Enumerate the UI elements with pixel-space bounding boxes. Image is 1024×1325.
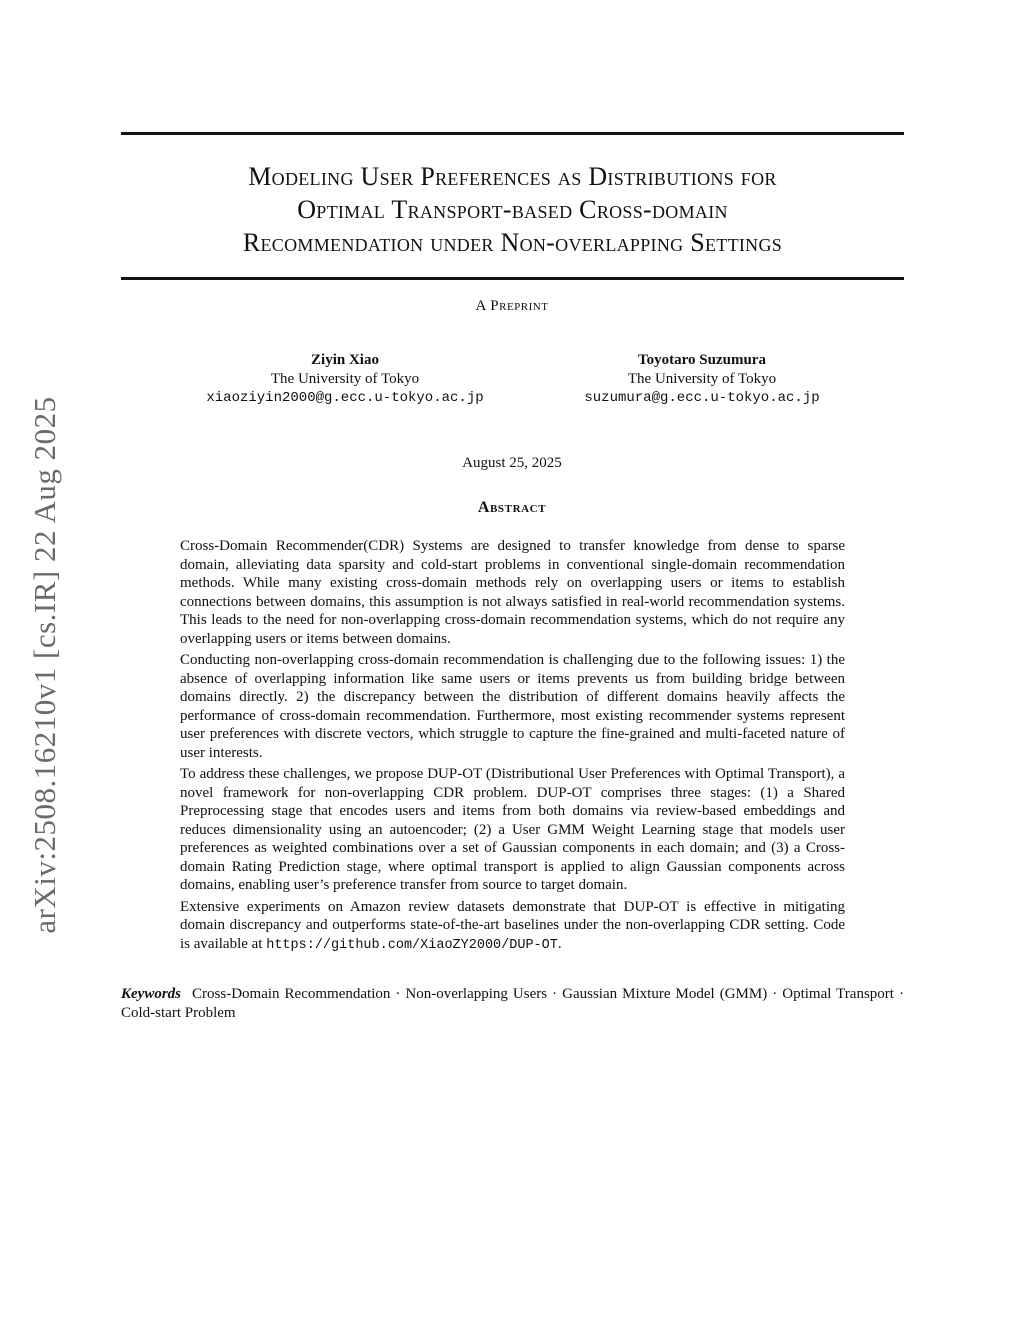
publication-date: August 25, 2025 <box>462 455 562 471</box>
author-affiliation: The University of Tokyo <box>627 371 777 387</box>
keywords-section <box>121 985 904 1022</box>
keywords-list: Cross-Domain Recommendation · Non-overlapping Users · Gaussian Mixture Model (GMM) · Optimal Transport · Cold-start Problem <box>121 986 904 1021</box>
title-bottom-rule <box>121 277 904 280</box>
code-link[interactable]: https://github.com/XiaoZY2000/DUP-OT <box>266 937 558 953</box>
abstract-paragraph-4-text: Extensive experiments on Amazon review datasets demonstrate that DUP-OT is effective in mitigating domain discrepancy and outperforms state-of-the-art baselines under the non-overlapping CDR setting. <box>180 898 845 933</box>
abstract-body <box>180 537 845 958</box>
code-availability-prefix: Code is available at <box>180 917 846 952</box>
abstract-paragraph-4 <box>180 898 845 956</box>
title-line-2: Optimal Transport-based Cross-domain <box>297 195 728 224</box>
author-block-1 <box>185 351 505 408</box>
paper-title <box>121 160 904 259</box>
keywords-label: Keywords <box>121 986 181 1002</box>
arxiv-identifier-text: arXiv:2508.16210v1 [cs.IR] 22 Aug 2025 <box>27 396 62 934</box>
author-affiliation: The University of Tokyo <box>270 371 420 387</box>
author-email[interactable]: suzumura@g.ecc.u-tokyo.ac.jp <box>584 390 820 406</box>
preprint-label: A Preprint <box>475 298 549 314</box>
title-top-rule <box>121 132 904 135</box>
author-name: Ziyin Xiao <box>311 352 379 368</box>
abstract-paragraph-2: Conducting non-overlapping cross-domain recommendation is challenging due to the following issues: 1) the absence of overlapping information like same users or items prevents us from building bridge between domains directly. 2) the discrepancy between the distribution of different domains heavily affects the performance of cross-domain recommendation. Furthermore, most existing recommender systems represent user preferences with discrete vectors, which struggle to capture the fine-grained and multi-faceted nature of user interests. <box>180 652 845 761</box>
code-availability-suffix: . <box>557 935 562 952</box>
author-email[interactable]: xiaoziyin2000@g.ecc.u-tokyo.ac.jp <box>206 390 484 406</box>
title-line-3: Recommendation under Non-overlapping Settings <box>242 228 783 257</box>
author-name: Toyotaro Suzumura <box>638 352 766 368</box>
abstract-heading: Abstract <box>477 499 547 516</box>
abstract-paragraph-1: Cross-Domain Recommender(CDR) Systems are designed to transfer knowledge from dense to sparse domain, alleviating data sparsity and cold-start problems in conventional single-domain recommendation methods. While many existing cross-domain methods rely on overlapping users or items to establish connections between domains, this assumption is not always satisfied in real-world recommendation systems. This leads to the need for non-overlapping cross-domain recommendation systems, which do not require any overlapping users or items between domains. <box>180 538 845 647</box>
title-line-1: Modeling User Preferences as Distributions for <box>248 162 777 191</box>
author-block-2 <box>542 351 862 408</box>
abstract-paragraph-3: To address these challenges, we propose DUP-OT (Distributional User Preferences with Optimal Transport), a novel framework for non-overlapping CDR problem. DUP-OT comprises three stages: (1) a Shared Preprocessing stage that encodes users and items from both domains via review-based embeddings and reduces dimensionality using an autoencoder; (2) a User GMM Weight Learning stage that models user preferences as weighted combinations over a set of Gaussian components in each domain; and (3) a Cross-domain Rating Prediction stage, where optimal transport is applied to align Gaussian components across domains, enabling user’s preference transfer from source to target domain. <box>180 766 845 893</box>
